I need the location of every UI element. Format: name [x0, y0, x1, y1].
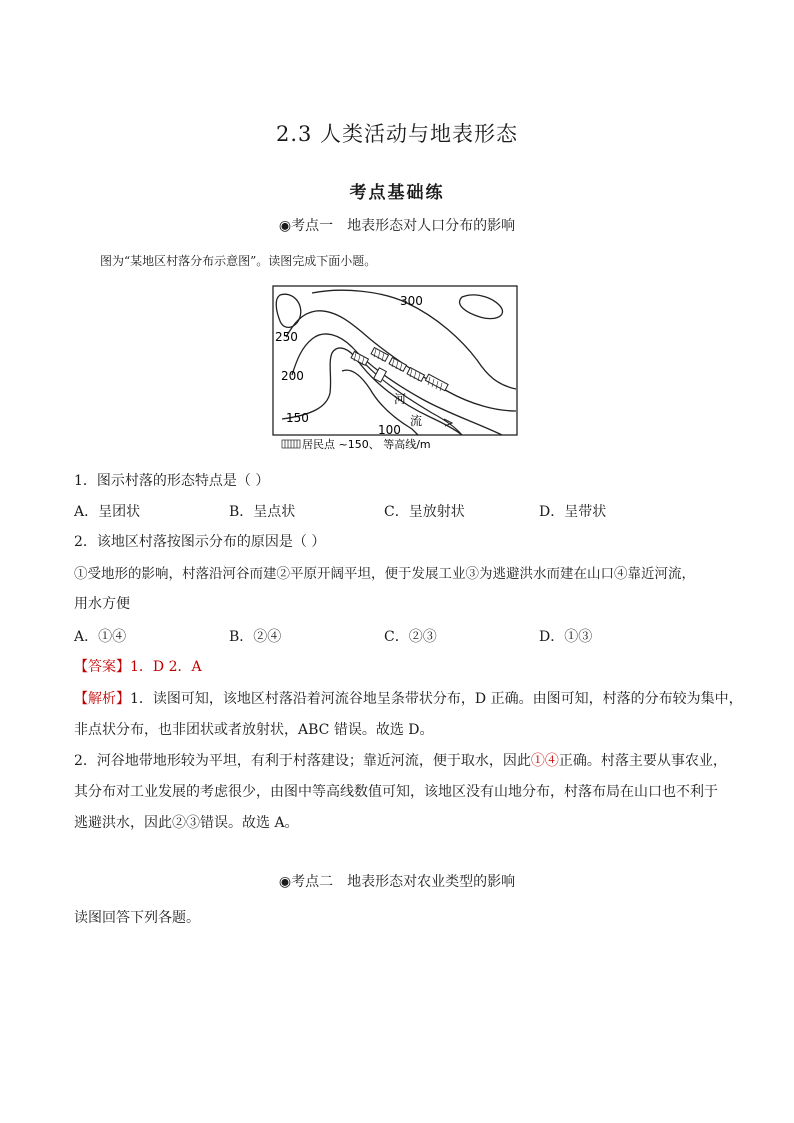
option-b: B．呈点状: [229, 504, 296, 520]
analysis-line4: 其分布对工业发展的考虑很少，由图中等高线数值可知，该地区没有山地分布，村落布局在山口也不利于: [74, 784, 718, 800]
analysis-label: 【解析】: [74, 691, 130, 707]
option-d: D．①③: [539, 629, 593, 645]
option-b: B．②④: [229, 629, 282, 645]
question-2-desc-line1: ①受地形的影响，村落沿河谷而建②平原开阔平坦，便于发展工业③为逃避洪水而建在山口④靠近河流，: [74, 566, 695, 582]
outro-text: 读图回答下列各题。: [74, 910, 200, 926]
option-a: A．呈团状: [74, 504, 141, 520]
contour-label: 200: [281, 369, 304, 383]
option-c: C．呈放射状: [384, 504, 465, 520]
analysis-line3b: ①④: [530, 753, 559, 769]
answer-text: 1．D 2．A: [130, 659, 202, 675]
key-point-1-mark: ◉考点一: [278, 218, 334, 234]
key-point-2-text: 地表形态对农业类型的影响: [347, 874, 516, 890]
river-label: 流: [410, 414, 423, 428]
answer-label: 【答案】: [74, 659, 130, 675]
analysis: [74, 684, 743, 839]
question-2-desc-line2: 用水方便: [74, 596, 130, 612]
analysis-line1: 1．读图可知，该地区村落沿着河流谷地呈条带状分布，D 正确。由图可知，村落的分布较为集中，: [130, 691, 743, 707]
question-2-options: [74, 626, 734, 646]
question-2-stem: 2．该地区村落按图示分布的原因是（ ）: [74, 534, 326, 550]
contour-label: 150: [286, 411, 309, 425]
contour-map: [272, 285, 518, 455]
figure-intro: 图为“某地区村落分布示意图”。读图完成下面小题。: [100, 254, 377, 268]
section-heading: 考点基础练: [349, 183, 445, 203]
key-point-1: [0, 215, 794, 235]
contour-label: 300: [400, 294, 423, 308]
river-label: 河: [394, 392, 407, 406]
contour-label: 100: [378, 423, 401, 437]
option-a: A．①④: [74, 629, 127, 645]
contour-label: 250: [275, 330, 298, 344]
analysis-line3c: 正确。村落主要从事农业，: [558, 753, 727, 769]
legend-swatch: [282, 440, 300, 448]
analysis-line2: 非点状分布，也非团状或者放射状，ABC 错误。故选 D。: [74, 722, 434, 738]
analysis-line3a: 2．河谷地带地形较为平坦，有利于村落建设；靠近河流，便于取水，因此: [74, 753, 531, 769]
key-point-2-mark: ◉考点二: [278, 874, 334, 890]
analysis-line5: 逃避洪水，因此②③错误。故选 A。: [74, 815, 299, 831]
question-1-options: [74, 501, 734, 521]
key-point-2: [0, 871, 794, 891]
settlement-map-figure: [272, 285, 518, 455]
option-c: C．②③: [384, 629, 437, 645]
answer-line: [74, 655, 202, 679]
question-1-stem: 1．图示村落的形态特点是（ ）: [74, 473, 270, 489]
legend-text: 居民点 ~150、 等高线/m: [302, 438, 431, 451]
option-d: D．呈带状: [539, 504, 607, 520]
key-point-1-text: 地表形态对人口分布的影响: [347, 218, 516, 234]
page-title: 2.3 人类活动与地表形态: [275, 122, 519, 146]
